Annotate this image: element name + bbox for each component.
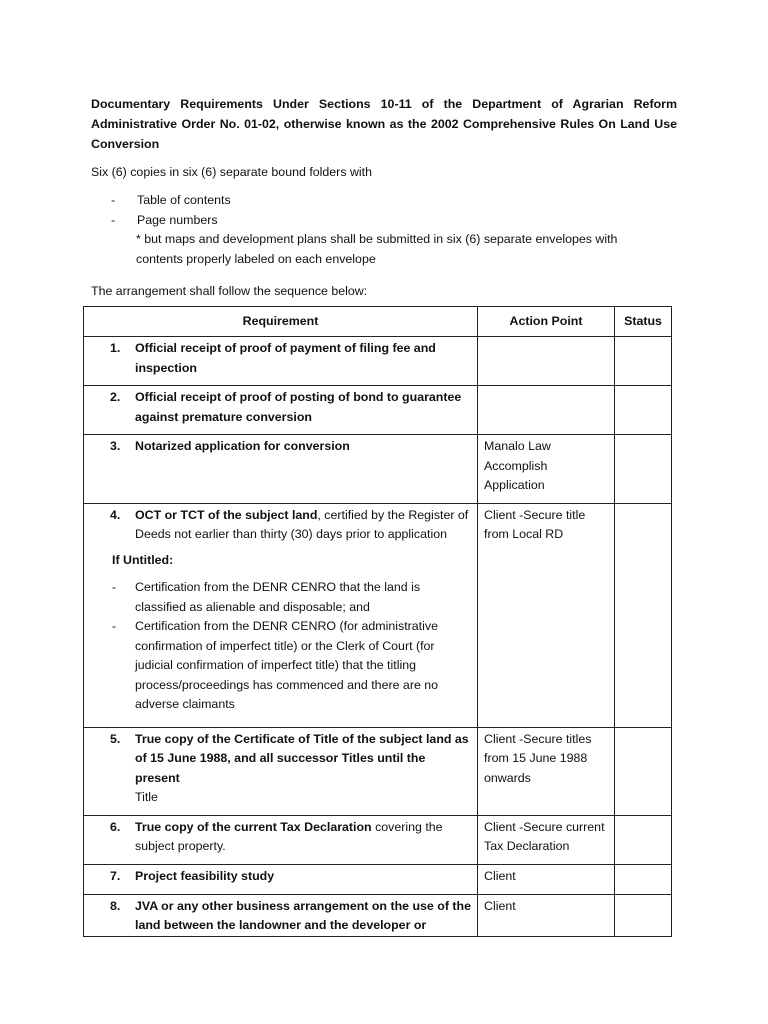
envelope-note	[111, 230, 671, 269]
status-cell	[615, 864, 672, 894]
action-point-text: Accomplish	[484, 458, 548, 473]
status-cell	[615, 337, 672, 386]
requirement-text: Title	[135, 790, 158, 804]
table-row	[84, 386, 672, 435]
row-number: 3.	[110, 439, 121, 453]
requirement-text: against premature conversion	[135, 409, 312, 424]
status-cell	[615, 435, 672, 504]
table-row	[84, 435, 672, 504]
bullet-dash: -	[112, 619, 117, 633]
table-row	[84, 815, 672, 864]
bullet-text: Page numbers	[137, 212, 218, 227]
bullet-text: Table of contents	[137, 193, 231, 207]
status-cell	[615, 503, 672, 727]
status-cell	[615, 815, 672, 864]
action-point-cell	[478, 894, 615, 936]
action-point-text: Manalo Law	[484, 439, 551, 453]
heading-line: Documentary Requirements Under Sections 10-11 of the Department of Agrarian Reform	[91, 97, 677, 111]
bullet-dash: -	[112, 580, 117, 594]
requirement-text: land between the landowner and the developer or	[135, 918, 427, 932]
action-point-cell	[478, 435, 615, 504]
requirement-text: Project feasibility study	[135, 868, 275, 883]
row-number: 2.	[110, 390, 121, 404]
untitled-heading: If Untitled:	[112, 552, 174, 567]
action-point-cell	[478, 864, 615, 894]
action-point-text: Tax Declaration	[484, 839, 570, 853]
action-point-text: Client -Secure titles	[484, 731, 592, 746]
column-header-requirement: Requirement	[84, 307, 478, 337]
certification-text: judicial confirmation of imperfect title) that the titling	[135, 658, 416, 672]
certification-text: Certification from the DENR CENRO (for administrative	[135, 619, 438, 633]
requirements-table	[83, 306, 672, 937]
table-row	[84, 864, 672, 894]
row-number: 4.	[110, 507, 121, 522]
bullet-list	[111, 191, 671, 269]
row-number: 6.	[110, 819, 121, 834]
action-point-text: Client	[484, 868, 516, 883]
column-header-action-point: Action Point	[478, 307, 615, 337]
copies-paragraph: Six (6) copies in six (6) separate bound folders with	[91, 165, 372, 179]
status-cell	[615, 727, 672, 815]
list-item	[112, 578, 471, 617]
arrangement-paragraph: The arrangement shall follow the sequence below:	[91, 284, 368, 298]
table-row	[84, 894, 672, 936]
action-point-text: Client	[484, 898, 516, 913]
list-item	[112, 617, 471, 715]
list-item	[111, 211, 671, 231]
bullet-dash: -	[111, 193, 116, 207]
heading-line: Administrative Order No. 01-02, otherwise known as the 2002 Comprehensive Rules On Land Use	[91, 117, 677, 131]
untitled-section	[84, 545, 477, 715]
heading-line: Conversion	[91, 137, 160, 151]
row-number: 5.	[110, 731, 121, 746]
table-row	[84, 503, 672, 727]
action-point-text: from Local RD	[484, 527, 564, 541]
certification-text: classified as alienable and disposable; and	[135, 599, 370, 614]
requirement-cell	[84, 337, 478, 386]
action-point-cell	[478, 727, 615, 815]
status-cell	[615, 386, 672, 435]
requirement-text: covering the	[371, 819, 443, 834]
certification-text: process/proceedings has commenced and there are no	[135, 677, 439, 692]
requirement-text: Notarized application for conversion	[135, 439, 350, 453]
action-point-cell	[478, 386, 615, 435]
certification-text: Certification from the DENR CENRO that the land is	[135, 580, 421, 594]
row-number: 7.	[110, 868, 121, 883]
requirement-cell	[84, 435, 478, 504]
requirement-cell	[84, 503, 478, 727]
requirement-cell	[84, 815, 478, 864]
action-point-text: Application	[484, 478, 545, 492]
action-point-text: from 15 June 1988	[484, 751, 588, 765]
requirement-bold-text: OCT or TCT of the subject land	[135, 507, 318, 522]
requirement-cell	[84, 386, 478, 435]
list-item	[111, 191, 671, 211]
action-point-text: onwards	[484, 770, 531, 785]
requirement-bold-text: True copy of the current Tax Declaration	[135, 819, 372, 834]
requirement-text: inspection	[135, 360, 197, 375]
requirement-cell	[84, 727, 478, 815]
table-header-row	[84, 307, 672, 337]
row-number: 1.	[110, 341, 121, 355]
requirement-text: Official receipt of proof of posting of bond to guarantee	[135, 390, 462, 404]
action-point-text: Client -Secure current	[484, 819, 605, 834]
table-row	[84, 727, 672, 815]
requirement-text: Deeds not earlier than thirty (30) days prior to application	[135, 527, 447, 541]
requirement-text: True copy of the Certificate of Title of the subject land as	[135, 731, 469, 746]
requirement-text: subject property.	[135, 839, 226, 853]
row-number: 8.	[110, 898, 121, 913]
status-cell	[615, 894, 672, 936]
certification-text: adverse claimants	[135, 697, 235, 711]
requirement-text: , certified by the Register of	[317, 507, 469, 522]
requirement-cell	[84, 894, 478, 936]
action-point-cell	[478, 337, 615, 386]
action-point-text: Client -Secure title	[484, 507, 586, 522]
action-point-cell	[478, 503, 615, 727]
action-point-cell	[478, 815, 615, 864]
certification-text: confirmation of imperfect title) or the Clerk of Court (for	[135, 638, 435, 653]
note-line: * but maps and development plans shall be submitted in six (6) separate envelopes with	[136, 232, 618, 246]
column-header-status: Status	[615, 307, 672, 337]
requirement-text: Official receipt of proof of payment of filing fee and	[135, 341, 436, 355]
note-line: contents properly labeled on each envelope	[136, 251, 376, 266]
requirement-text: JVA or any other business arrangement on the use of the	[135, 898, 471, 913]
table-row	[84, 337, 672, 386]
requirement-text: of 15 June 1988, and all successor Titles until the present	[135, 751, 426, 785]
document-heading	[91, 94, 677, 154]
bullet-dash: -	[111, 212, 116, 227]
requirement-cell	[84, 864, 478, 894]
